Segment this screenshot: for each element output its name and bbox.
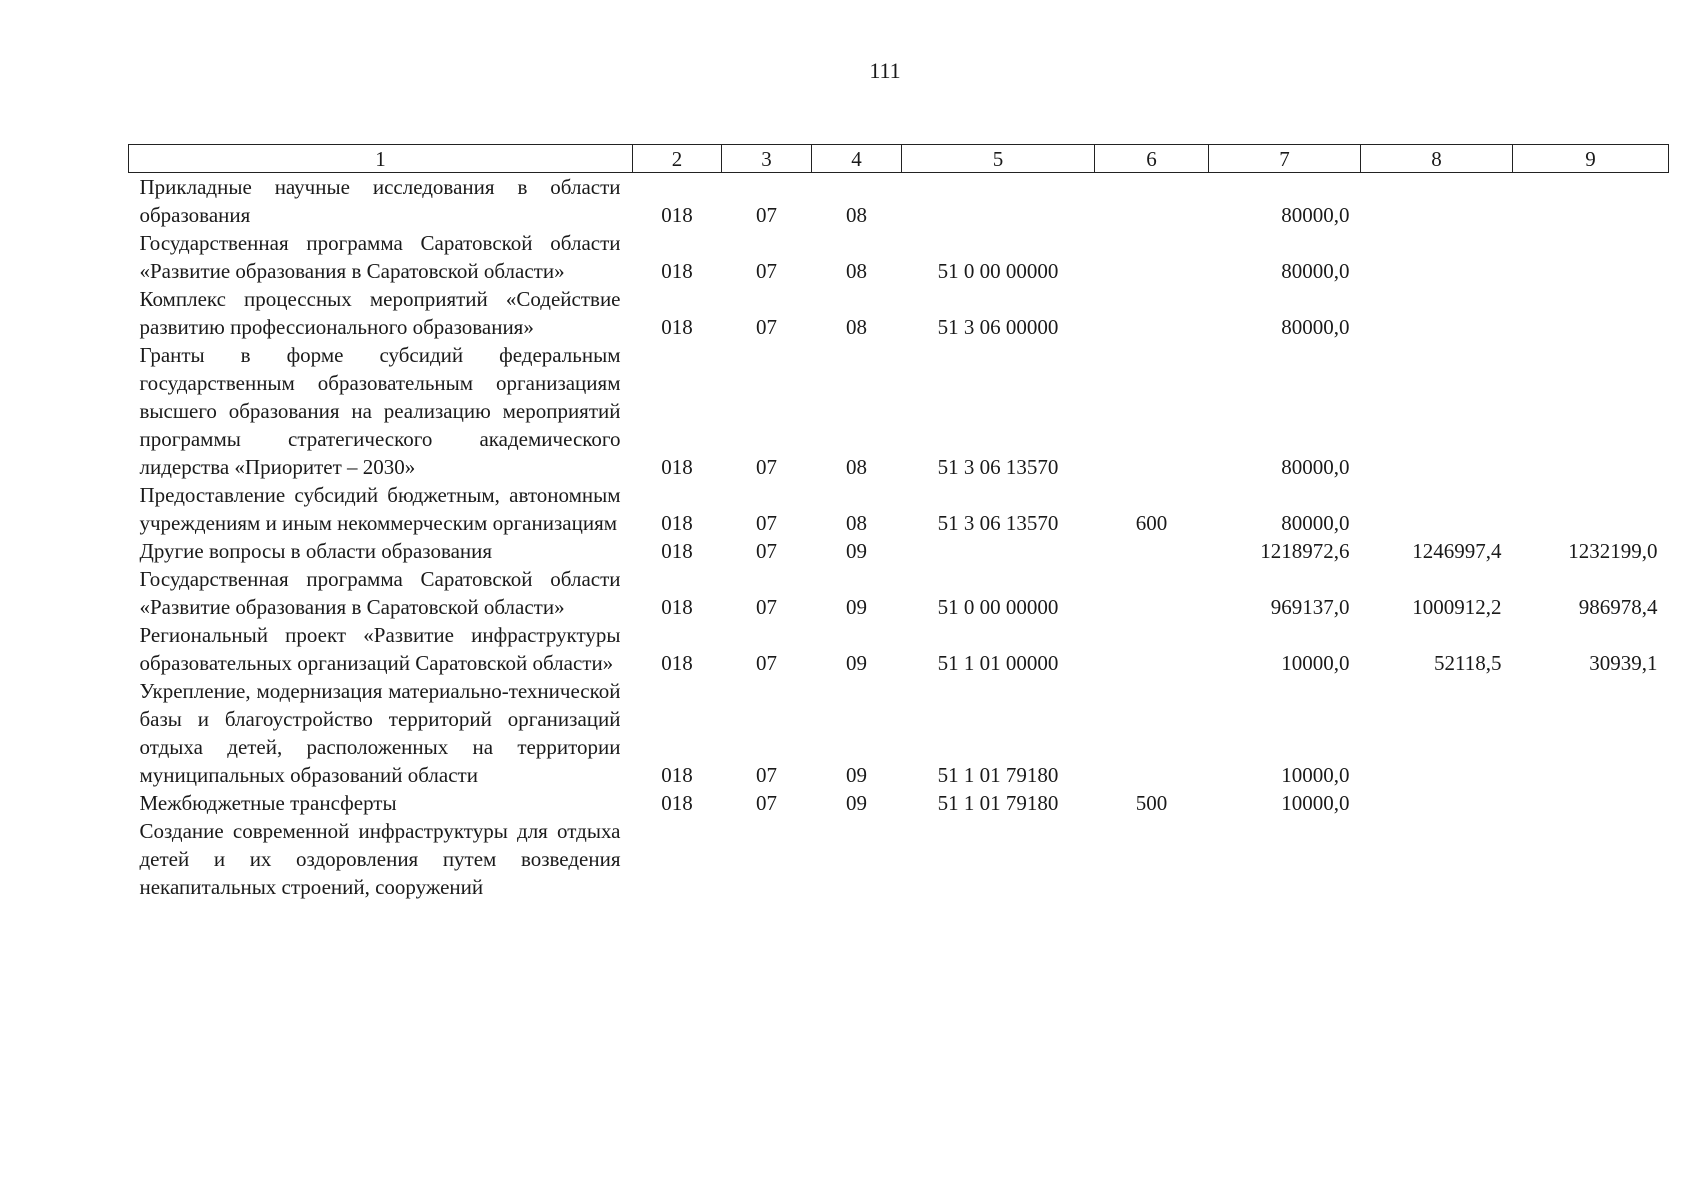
amount-year-1: 80000,0 <box>1281 259 1350 283</box>
amount-year-2: 52118,5 <box>1434 651 1502 675</box>
item-name: Гранты в форме субсидий федеральным государственным образовательным организациям высшего образования на реализацию мероприятий программы стратегического академического лидерства «Приоритет – 2030» <box>139 343 621 479</box>
expense-type-code <box>1095 817 1209 901</box>
subsection-code: 09 <box>846 651 867 675</box>
amount-year-1: 80000,0 <box>1281 315 1350 339</box>
amount-year-1: 80000,0 <box>1281 203 1350 227</box>
item-name: Межбюджетные трансферты <box>139 791 397 815</box>
section-code: 07 <box>756 791 777 815</box>
target-article-code: 51 0 00 00000 <box>937 259 1059 283</box>
amount-year-1: 80000,0 <box>1281 511 1350 535</box>
section-code: 07 <box>756 511 777 535</box>
table-row <box>129 537 1669 565</box>
subsection-code: 08 <box>846 511 867 535</box>
admin-code: 018 <box>661 511 693 535</box>
amount-year-1: 1218972,6 <box>1260 539 1350 563</box>
target-article-code: 51 0 00 00000 <box>937 595 1059 619</box>
expense-type-code <box>1095 285 1209 341</box>
target-article-code <box>902 537 1095 565</box>
amount-year-2: 1000912,2 <box>1412 595 1502 619</box>
admin-code <box>633 817 722 901</box>
target-article-code: 51 3 06 13570 <box>937 455 1059 479</box>
subsection-code: 08 <box>846 455 867 479</box>
admin-code: 018 <box>661 259 693 283</box>
table-row <box>129 229 1669 285</box>
expense-type-code <box>1095 341 1209 481</box>
item-name: Государственная программа Саратовской области «Развитие образования в Саратовской области» <box>139 567 621 619</box>
amount-year-2 <box>1361 677 1513 789</box>
subsection-code: 08 <box>846 259 867 283</box>
amount-year-1: 969137,0 <box>1270 595 1350 619</box>
amount-year-2 <box>1361 285 1513 341</box>
expense-type-code <box>1095 621 1209 677</box>
amount-year-3: 1232199,0 <box>1568 539 1658 563</box>
amount-year-2 <box>1361 817 1513 901</box>
admin-code: 018 <box>661 595 693 619</box>
column-header: 1 <box>129 145 633 173</box>
amount-year-1 <box>1209 817 1361 901</box>
amount-year-3 <box>1513 789 1669 817</box>
column-header: 9 <box>1513 145 1669 173</box>
amount-year-3 <box>1513 481 1669 537</box>
amount-year-3 <box>1513 677 1669 789</box>
amount-year-3 <box>1513 341 1669 481</box>
amount-year-3 <box>1513 285 1669 341</box>
table-header-row <box>129 145 1669 173</box>
expense-type-code: 600 <box>1135 511 1168 535</box>
target-article-code: 51 1 01 79180 <box>937 791 1059 815</box>
table-row <box>129 789 1669 817</box>
column-header: 7 <box>1209 145 1361 173</box>
expense-type-code <box>1095 677 1209 789</box>
section-code <box>722 817 812 901</box>
section-code: 07 <box>756 539 777 563</box>
subsection-code: 08 <box>846 315 867 339</box>
section-code: 07 <box>756 651 777 675</box>
column-header: 4 <box>812 145 902 173</box>
item-name: Региональный проект «Развитие инфраструктуры образовательных организаций Саратовской области» <box>139 623 621 675</box>
column-header: 6 <box>1095 145 1209 173</box>
section-code: 07 <box>756 763 777 787</box>
column-header: 3 <box>722 145 812 173</box>
item-name: Другие вопросы в области образования <box>139 539 493 563</box>
subsection-code: 09 <box>846 595 867 619</box>
amount-year-3: 30939,1 <box>1589 651 1658 675</box>
amount-year-2 <box>1361 789 1513 817</box>
section-code: 07 <box>756 455 777 479</box>
item-name: Укрепление, модернизация материально-технической базы и благоустройство территорий организаций отдыха детей, расположенных на территории муниципальных образований области <box>139 679 621 787</box>
admin-code: 018 <box>661 315 693 339</box>
amount-year-3 <box>1513 229 1669 285</box>
section-code: 07 <box>756 259 777 283</box>
target-article-code <box>902 817 1095 901</box>
admin-code: 018 <box>661 651 693 675</box>
target-article-code <box>902 173 1095 230</box>
page-number: 111 <box>869 58 901 83</box>
admin-code: 018 <box>661 539 693 563</box>
amount-year-1: 80000,0 <box>1281 455 1350 479</box>
subsection-code <box>812 817 902 901</box>
table-row <box>129 173 1669 230</box>
expense-type-code <box>1095 229 1209 285</box>
section-code: 07 <box>756 315 777 339</box>
item-name: Прикладные научные исследования в области образования <box>139 175 621 227</box>
item-name: Комплекс процессных мероприятий «Содействие развитию профессионального образования» <box>139 287 621 339</box>
amount-year-2 <box>1361 173 1513 230</box>
table-row <box>129 817 1669 901</box>
item-name: Государственная программа Саратовской области «Развитие образования в Саратовской области» <box>139 231 621 283</box>
item-name: Предоставление субсидий бюджетным, автономным учреждениям и иным некоммерческим организациям <box>139 483 621 535</box>
expense-type-code <box>1095 173 1209 230</box>
table-row <box>129 481 1669 537</box>
table-row <box>129 621 1669 677</box>
admin-code: 018 <box>661 203 693 227</box>
amount-year-2 <box>1361 229 1513 285</box>
section-code: 07 <box>756 203 777 227</box>
amount-year-3 <box>1513 173 1669 230</box>
admin-code: 018 <box>661 791 693 815</box>
budget-table <box>128 144 1669 901</box>
expense-type-code <box>1095 537 1209 565</box>
target-article-code: 51 3 06 13570 <box>937 511 1059 535</box>
table-row <box>129 285 1669 341</box>
amount-year-1: 10000,0 <box>1281 791 1350 815</box>
amount-year-3: 986978,4 <box>1578 595 1658 619</box>
amount-year-3 <box>1513 817 1669 901</box>
expense-type-code: 500 <box>1135 791 1168 815</box>
expense-type-code <box>1095 565 1209 621</box>
amount-year-1: 10000,0 <box>1281 651 1350 675</box>
amount-year-1: 10000,0 <box>1281 763 1350 787</box>
subsection-code: 09 <box>846 763 867 787</box>
target-article-code: 51 1 01 00000 <box>937 651 1059 675</box>
table-row <box>129 677 1669 789</box>
admin-code: 018 <box>661 455 693 479</box>
admin-code: 018 <box>661 763 693 787</box>
column-header: 2 <box>633 145 722 173</box>
table-row <box>129 341 1669 481</box>
column-header: 5 <box>902 145 1095 173</box>
target-article-code: 51 3 06 00000 <box>937 315 1059 339</box>
table-row <box>129 565 1669 621</box>
amount-year-2 <box>1361 341 1513 481</box>
subsection-code: 09 <box>846 539 867 563</box>
subsection-code: 08 <box>846 203 867 227</box>
item-name: Создание современной инфраструктуры для отдыха детей и их оздоровления путем возведения некапитальных строений, сооружений <box>139 819 621 899</box>
amount-year-2 <box>1361 481 1513 537</box>
subsection-code: 09 <box>846 791 867 815</box>
target-article-code: 51 1 01 79180 <box>937 763 1059 787</box>
column-header: 8 <box>1361 145 1513 173</box>
section-code: 07 <box>756 595 777 619</box>
amount-year-2: 1246997,4 <box>1412 539 1502 563</box>
